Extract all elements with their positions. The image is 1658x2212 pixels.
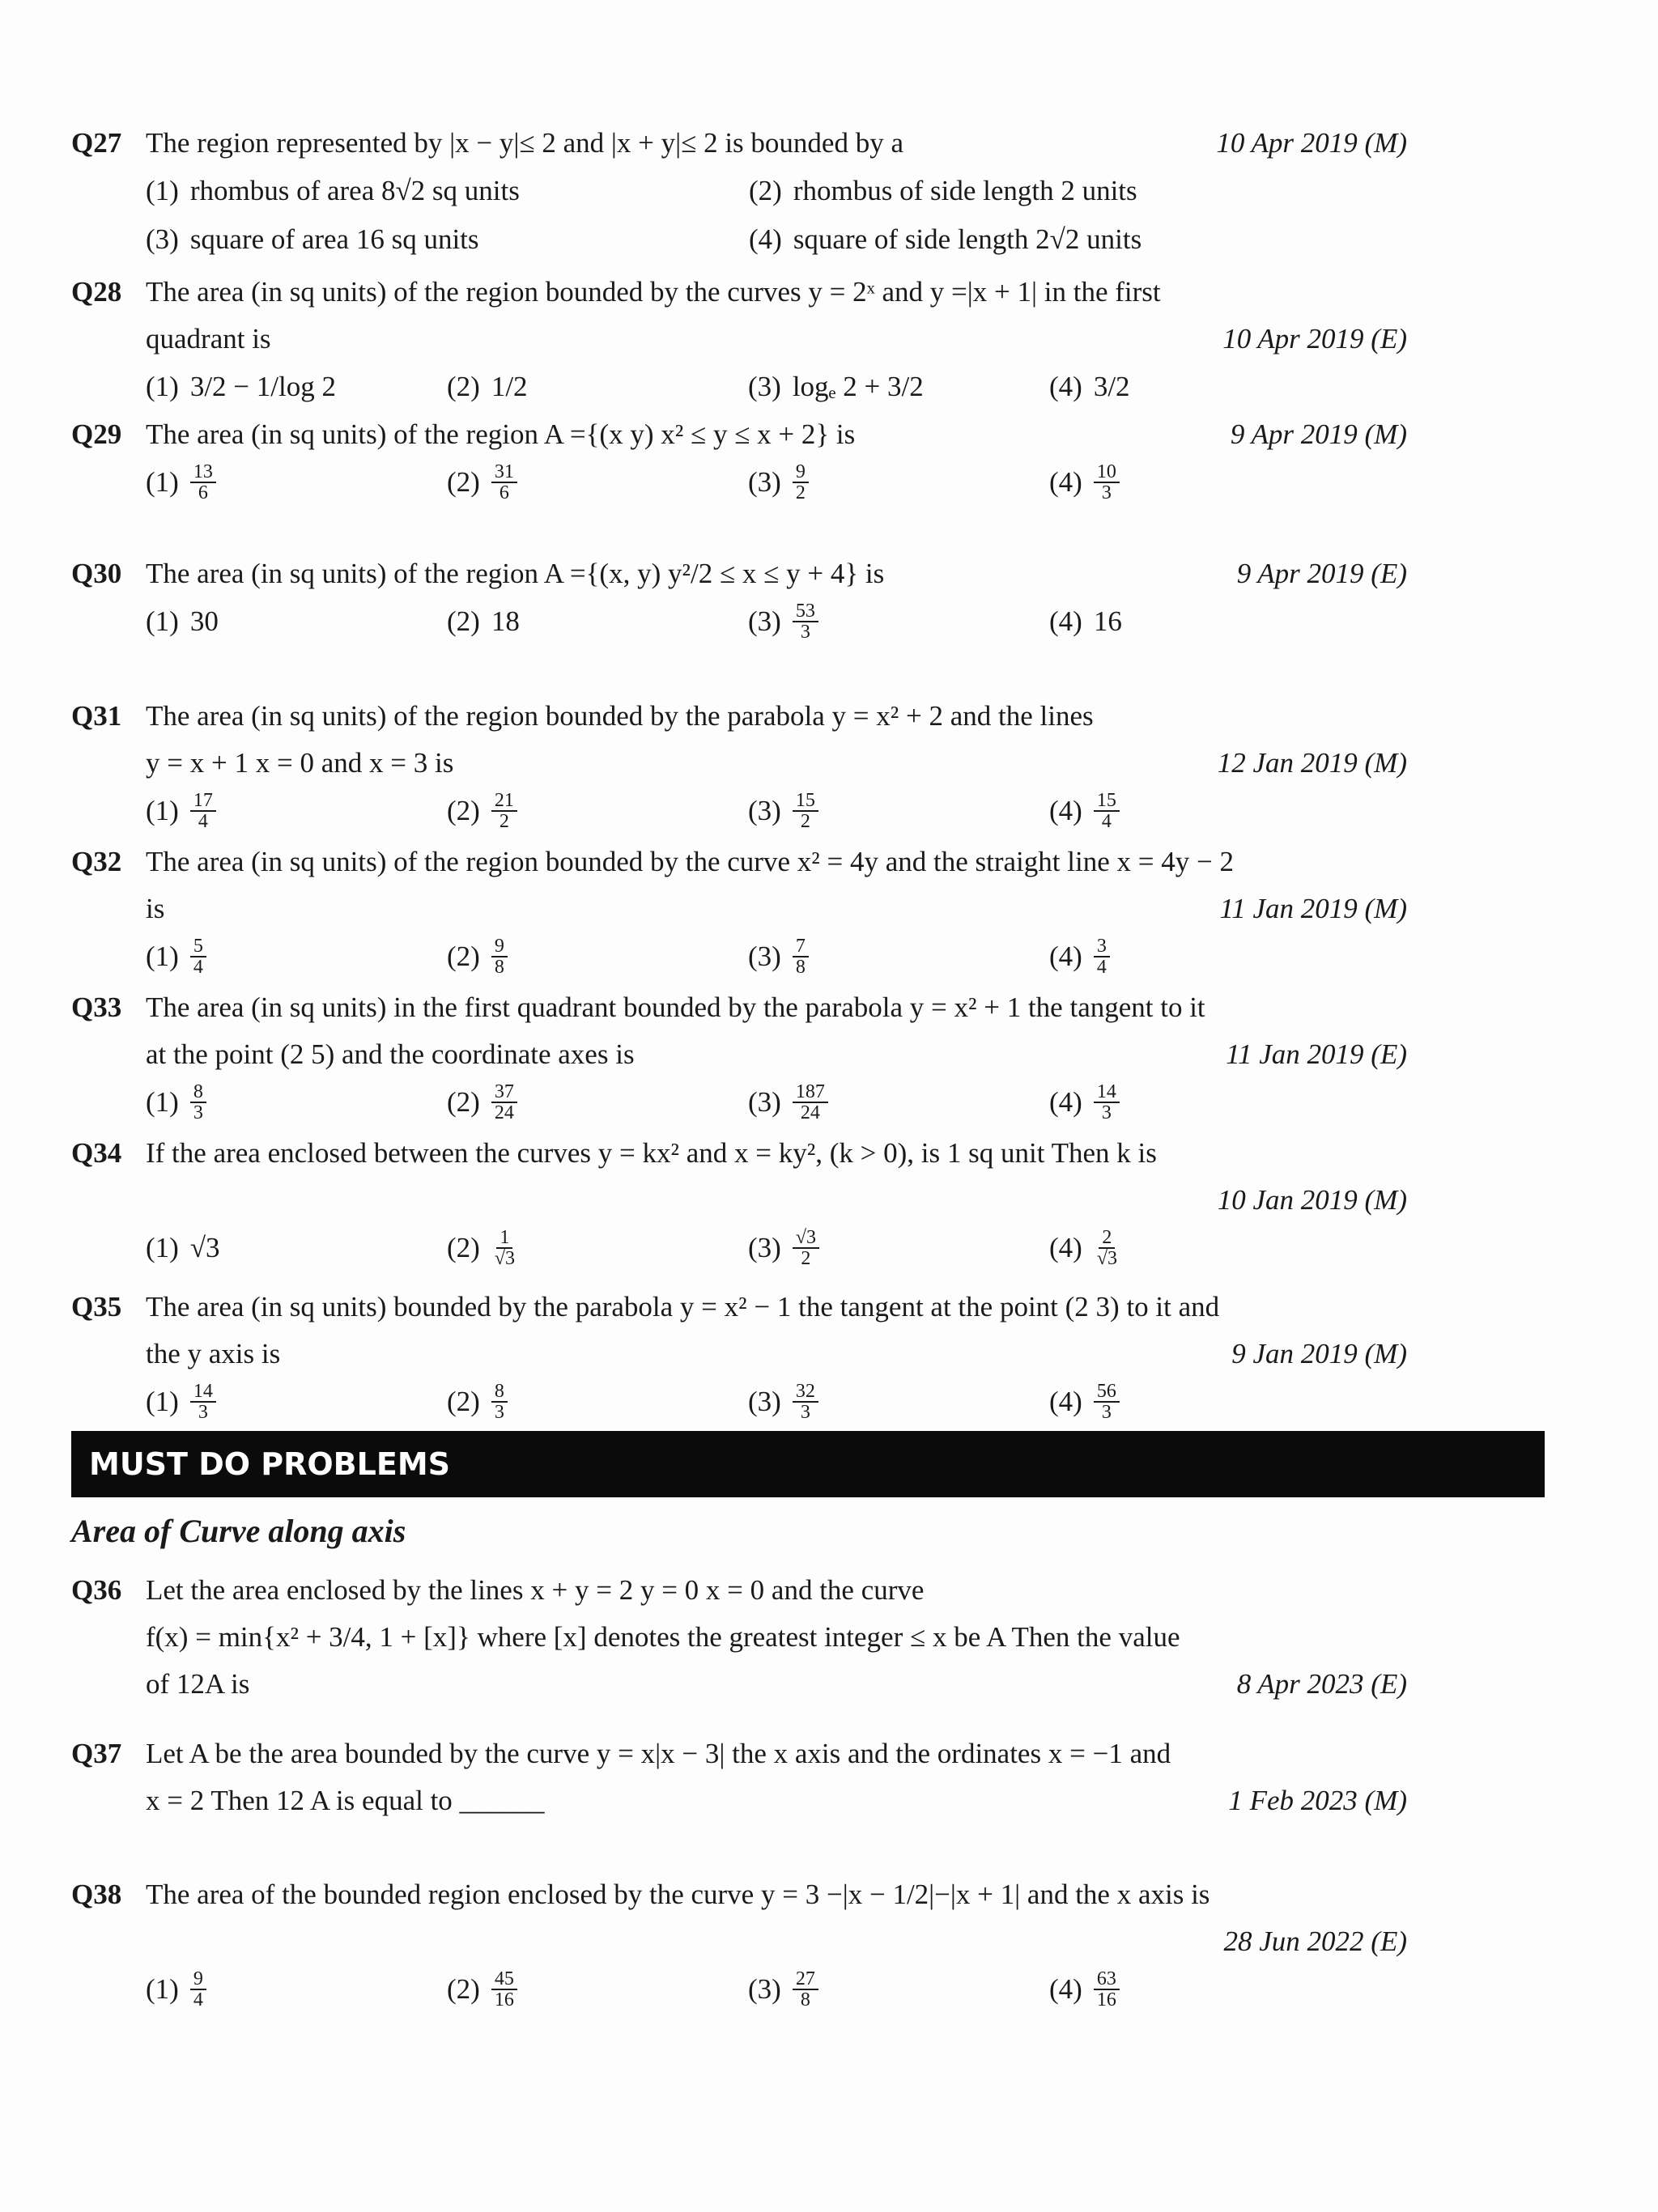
question-number: Q29 (71, 418, 122, 450)
fraction-numerator: 1 (496, 1228, 512, 1249)
question-block (71, 1871, 1407, 2014)
fraction-denominator: √3 (1096, 1248, 1117, 1269)
question-line (71, 1177, 1407, 1224)
option-number: (1) (146, 175, 179, 206)
option[interactable] (748, 462, 1049, 503)
fraction-numerator: 45 (491, 1969, 517, 1990)
fraction-numerator: 9 (491, 936, 508, 957)
question-line (71, 316, 1407, 363)
fraction-denominator: 2 (800, 811, 810, 832)
fraction-numerator: 7 (793, 936, 809, 957)
options-row (71, 1378, 1407, 1426)
option-text: 1/2 (491, 371, 528, 402)
question-line (71, 1567, 1407, 1614)
option[interactable] (748, 1082, 1049, 1123)
fraction-numerator: 15 (1094, 791, 1120, 812)
question-text: Let A be the area bounded by the curve y = x|x − 3| the x axis and the ordinates x = −1 and (146, 1738, 1171, 1769)
fraction-denominator: 3 (800, 1402, 810, 1423)
question-line (71, 550, 1407, 597)
option-number: (2) (447, 1386, 480, 1417)
option-number: (3) (748, 1973, 781, 2005)
exam-date: 1 Feb 2023 (M) (1228, 1785, 1407, 1816)
question-block (71, 1130, 1407, 1272)
option[interactable] (447, 605, 748, 638)
fraction-denominator: 3 (193, 1102, 203, 1123)
question-text: The area (in sq units) of the region bounded by the curve x² = 4y and the straight line x = 4y − 2 (146, 846, 1234, 877)
option[interactable] (447, 1082, 748, 1123)
option[interactable] (447, 791, 748, 831)
fraction-numerator: 56 (1094, 1382, 1120, 1403)
question-line (71, 1130, 1407, 1177)
fraction-numerator: 37 (491, 1082, 517, 1103)
question-text: The area (in sq units) of the region bounded by the curves y = 2ˣ and y =|x + 1| in the first (146, 276, 1161, 308)
fraction (491, 462, 517, 503)
question-text: x = 2 Then 12 A is equal to ______ (146, 1785, 545, 1816)
option[interactable] (146, 1969, 447, 2010)
fraction (190, 936, 206, 977)
option-number: (2) (447, 795, 480, 826)
fraction-denominator: 2 (795, 482, 806, 503)
fraction (190, 1969, 206, 2010)
question-block (71, 550, 1407, 646)
fraction-numerator: 32 (793, 1382, 818, 1403)
fraction-numerator: 14 (1094, 1082, 1120, 1103)
question-number: Q32 (71, 846, 122, 877)
option[interactable] (447, 371, 748, 403)
question-block (71, 984, 1407, 1127)
option[interactable] (1049, 1082, 1350, 1123)
exam-date: 9 Apr 2019 (E) (1236, 558, 1407, 589)
question-number: Q30 (71, 558, 122, 589)
option[interactable] (146, 1082, 447, 1123)
question-line (71, 1730, 1407, 1777)
fraction-denominator: 3 (1101, 1402, 1112, 1423)
options-row (71, 932, 1407, 981)
question-number: Q37 (71, 1738, 122, 1769)
option-number: (3) (146, 223, 179, 255)
fraction (793, 1228, 819, 1268)
question-text: is (146, 893, 165, 924)
fraction (491, 1082, 517, 1123)
question-text: quadrant is (146, 323, 271, 355)
option[interactable] (1049, 936, 1350, 977)
exam-date: 8 Apr 2023 (E) (1236, 1668, 1407, 1700)
option-number: (2) (447, 466, 480, 498)
option[interactable] (1049, 1228, 1350, 1268)
option-text: 18 (491, 605, 520, 637)
section-heading: Area of Curve along axis (71, 1513, 406, 1549)
exam-date: 10 Apr 2019 (E) (1222, 323, 1407, 355)
option[interactable] (748, 936, 1049, 977)
option-number: (1) (146, 371, 179, 402)
question-number: Q33 (71, 991, 122, 1023)
option[interactable] (749, 175, 1352, 207)
question-block (71, 1284, 1407, 1426)
exam-date: 9 Apr 2019 (M) (1230, 418, 1407, 450)
options-row (71, 167, 1407, 215)
fraction-numerator: 27 (793, 1969, 818, 1990)
option[interactable] (748, 1228, 1049, 1268)
option[interactable] (447, 1382, 748, 1422)
fraction (1094, 1382, 1120, 1422)
question-number: Q35 (71, 1291, 122, 1323)
fraction (793, 1969, 818, 2010)
fraction-denominator: 24 (494, 1102, 514, 1123)
fraction-numerator: 187 (793, 1082, 828, 1103)
fraction-numerator: 13 (190, 462, 216, 483)
fraction (793, 462, 809, 503)
question-text: The area of the bounded region enclosed by the curve y = 3 −|x − 1/2|−|x + 1| and the x axis is (146, 1879, 1210, 1910)
option[interactable] (146, 605, 447, 638)
option-number: (4) (1049, 371, 1082, 402)
option-text: 3/2 (1093, 371, 1130, 402)
option-number: (4) (1049, 1232, 1082, 1263)
fraction-numerator: 15 (793, 791, 818, 812)
question-line (71, 1777, 1407, 1824)
option-number: (3) (748, 605, 781, 637)
question-text: y = x + 1 x = 0 and x = 3 is (146, 747, 454, 779)
option[interactable] (748, 371, 1049, 403)
option-text: square of side length 2√2 units (793, 223, 1142, 255)
question-text: at the point (2 5) and the coordinate axes is (146, 1038, 635, 1070)
fraction-numerator: 9 (190, 1969, 206, 1990)
fraction (491, 1382, 508, 1422)
option[interactable] (1049, 1969, 1350, 2010)
options-row (71, 787, 1407, 835)
question-number: Q38 (71, 1879, 122, 1910)
fraction-numerator: 53 (793, 601, 818, 622)
options-row (71, 1078, 1407, 1127)
question-line (71, 1331, 1407, 1378)
option-number: (1) (146, 1232, 179, 1263)
question-text: of 12A is (146, 1668, 250, 1700)
question-line (71, 885, 1407, 932)
exam-date: 11 Jan 2019 (M) (1219, 893, 1407, 924)
option[interactable] (447, 1969, 748, 2010)
option[interactable] (146, 371, 447, 403)
option-number: (4) (749, 223, 782, 255)
question-block (71, 411, 1407, 507)
question-text: the y axis is (146, 1338, 281, 1369)
exam-date: 28 Jun 2022 (E) (1223, 1925, 1407, 1957)
fraction-denominator: 2 (801, 1248, 811, 1269)
option-number: (3) (748, 1086, 781, 1118)
option-number: (4) (1049, 1973, 1082, 2005)
fraction-numerator: 17 (190, 791, 216, 812)
option[interactable] (447, 936, 748, 977)
fraction-denominator: 4 (193, 1989, 203, 2010)
question-text: The region represented by |x − y|≤ 2 and |x + y|≤ 2 is bounded by a (146, 127, 903, 159)
fraction-denominator: 3 (198, 1402, 208, 1423)
fraction-denominator: 4 (193, 957, 203, 978)
question-line (71, 411, 1407, 458)
options-row (71, 1965, 1407, 2014)
option[interactable] (146, 1382, 447, 1422)
fraction-denominator: 8 (800, 1989, 810, 2010)
fraction-numerator: 3 (1094, 936, 1110, 957)
option-number: (4) (1049, 466, 1082, 498)
fraction-denominator: 16 (1096, 1989, 1116, 2010)
question-text: f(x) = min{x² + 3/4, 1 + [x]} where [x] denotes the greatest integer ≤ x be A Then the value (146, 1621, 1180, 1653)
options-row (71, 215, 1407, 264)
fraction-numerator: √3 (793, 1228, 819, 1249)
fraction-denominator: 3 (494, 1402, 504, 1423)
fraction (793, 1082, 828, 1123)
option[interactable] (146, 175, 749, 207)
option-text: 3/2 − 1/log 2 (189, 371, 336, 402)
option-number: (2) (447, 371, 480, 402)
fraction-denominator: 8 (494, 957, 504, 978)
fraction-denominator: 4 (198, 811, 208, 832)
fraction (1094, 791, 1120, 831)
fraction (491, 1969, 517, 2010)
options-row (71, 597, 1407, 646)
option-number: (4) (1049, 1386, 1082, 1417)
fraction-denominator: 6 (499, 482, 509, 503)
fraction-numerator: 63 (1094, 1969, 1120, 1990)
question-line (71, 269, 1407, 316)
question-line (71, 120, 1407, 167)
exam-date: 12 Jan 2019 (M) (1217, 747, 1407, 779)
exam-date: 10 Jan 2019 (M) (1217, 1184, 1407, 1216)
fraction-denominator: 24 (800, 1102, 820, 1123)
question-number: Q31 (71, 700, 122, 732)
question-line (71, 693, 1407, 740)
fraction (190, 1082, 206, 1123)
option-text: √3 (189, 1232, 220, 1263)
fraction-denominator: 3 (1101, 1102, 1112, 1123)
option-number: (2) (447, 605, 480, 637)
option[interactable] (447, 1228, 748, 1268)
question-text: The area (in sq units) in the first quadrant bounded by the parabola y = x² + 1 the tangent to it (146, 991, 1205, 1023)
fraction (1094, 936, 1110, 977)
option-number: (1) (146, 1386, 179, 1417)
question-number: Q27 (71, 127, 122, 159)
exam-date: 9 Jan 2019 (M) (1231, 1338, 1407, 1369)
fraction (793, 601, 818, 642)
exam-date: 11 Jan 2019 (E) (1226, 1038, 1407, 1070)
question-block (71, 1567, 1407, 1708)
question-block (71, 839, 1407, 981)
option[interactable] (447, 462, 748, 503)
option[interactable] (748, 1969, 1049, 2010)
option-number: (1) (146, 795, 179, 826)
question-text: The area (in sq units) bounded by the parabola y = x² − 1 the tangent at the point (2 3) to it and (146, 1291, 1220, 1323)
option-number: (1) (146, 1973, 179, 2005)
fraction-denominator: 4 (1096, 957, 1107, 978)
fraction-numerator: 14 (190, 1382, 216, 1403)
option-number: (3) (748, 1386, 781, 1417)
question-text: The area (in sq units) of the region A ={(x, y) y²/2 ≤ x ≤ y + 4} is (146, 558, 885, 589)
question-number: Q34 (71, 1137, 122, 1169)
option-number: (3) (748, 1232, 781, 1263)
fraction (793, 1382, 818, 1422)
option-number: (4) (1049, 605, 1082, 637)
question-line (71, 839, 1407, 885)
question-line (71, 1918, 1407, 1965)
option-number: (3) (748, 795, 781, 826)
fraction (1094, 1228, 1120, 1268)
fraction (793, 791, 818, 831)
question-line (71, 740, 1407, 787)
option-number: (2) (447, 1973, 480, 2005)
option-number: (3) (748, 940, 781, 972)
fraction-numerator: 10 (1094, 462, 1120, 483)
question-block (71, 120, 1407, 264)
fraction-denominator: 3 (1101, 482, 1112, 503)
fraction (491, 791, 517, 831)
fraction (1094, 1969, 1120, 2010)
option-text: rhombus of side length 2 units (793, 175, 1137, 206)
option[interactable] (1049, 605, 1350, 638)
fraction-numerator: 8 (491, 1382, 508, 1403)
option[interactable] (748, 601, 1049, 642)
fraction (491, 1228, 518, 1268)
options-row (71, 1224, 1407, 1272)
fraction (190, 791, 216, 831)
question-text: Let the area enclosed by the lines x + y = 2 y = 0 x = 0 and the curve (146, 1574, 925, 1606)
question-number: Q36 (71, 1574, 122, 1606)
question-text: If the area enclosed between the curves y = kx² and x = ky², (k > 0), is 1 sq unit Then k is (146, 1137, 1157, 1169)
question-line (71, 1871, 1407, 1918)
option-text: logₑ 2 + 3/2 (792, 371, 924, 402)
fraction (190, 1382, 216, 1422)
question-number: Q28 (71, 276, 122, 308)
option-number: (2) (447, 1086, 480, 1118)
option-number: (3) (748, 466, 781, 498)
options-row (71, 363, 1407, 411)
fraction-denominator: 4 (1101, 811, 1112, 832)
fraction-numerator: 2 (1099, 1228, 1115, 1249)
option-number: (4) (1049, 795, 1082, 826)
option[interactable] (146, 462, 447, 503)
fraction-numerator: 9 (793, 462, 809, 483)
option-number: (2) (447, 1232, 480, 1263)
option-number: (1) (146, 605, 179, 637)
fraction-numerator: 5 (190, 936, 206, 957)
option-number: (2) (447, 940, 480, 972)
fraction-numerator: 31 (491, 462, 517, 483)
option[interactable] (1049, 371, 1350, 403)
question-line (71, 1661, 1407, 1708)
option-number: (2) (749, 175, 782, 206)
fraction (793, 936, 809, 977)
fraction-denominator: √3 (494, 1248, 515, 1269)
options-row (71, 458, 1407, 507)
exam-date: 10 Apr 2019 (M) (1216, 127, 1407, 159)
option-number: (4) (1049, 1086, 1082, 1118)
option-number: (3) (748, 371, 781, 402)
question-block (71, 1730, 1407, 1824)
question-text: The area (in sq units) of the region A ={(x y) x² ≤ y ≤ x + 2} is (146, 418, 856, 450)
option-number: (1) (146, 466, 179, 498)
option-number: (4) (1049, 940, 1082, 972)
option[interactable] (1049, 462, 1350, 503)
option-number: (1) (146, 940, 179, 972)
option-text: rhombus of area 8√2 sq units (189, 175, 520, 206)
question-line (71, 984, 1407, 1031)
fraction-numerator: 8 (190, 1082, 206, 1103)
question-line (71, 1284, 1407, 1331)
option[interactable] (146, 791, 447, 831)
question-block (71, 693, 1407, 835)
option-text: 30 (189, 605, 219, 637)
question-text: The area (in sq units) of the region bounded by the parabola y = x² + 2 and the lines (146, 700, 1094, 732)
option[interactable] (749, 223, 1352, 256)
option-number: (1) (146, 1086, 179, 1118)
option-text: 16 (1093, 605, 1122, 637)
question-line (71, 1031, 1407, 1078)
option[interactable] (1049, 791, 1350, 831)
option[interactable] (748, 791, 1049, 831)
question-line (71, 1614, 1407, 1661)
fraction-denominator: 3 (800, 622, 810, 643)
fraction-denominator: 16 (494, 1989, 514, 2010)
option[interactable] (748, 1382, 1049, 1422)
option[interactable] (146, 936, 447, 977)
fraction-denominator: 6 (198, 482, 208, 503)
fraction (190, 462, 216, 503)
option[interactable] (146, 1232, 447, 1264)
option-text: square of area 16 sq units (189, 223, 479, 255)
option[interactable] (1049, 1382, 1350, 1422)
fraction-denominator: 8 (795, 957, 806, 978)
fraction-denominator: 2 (499, 811, 509, 832)
fraction (1094, 462, 1120, 503)
option[interactable] (146, 223, 749, 256)
fraction (491, 936, 508, 977)
question-block (71, 269, 1407, 411)
fraction-numerator: 21 (491, 791, 517, 812)
fraction (1094, 1082, 1120, 1123)
must-do-banner: MUST DO PROBLEMS (71, 1431, 1545, 1497)
